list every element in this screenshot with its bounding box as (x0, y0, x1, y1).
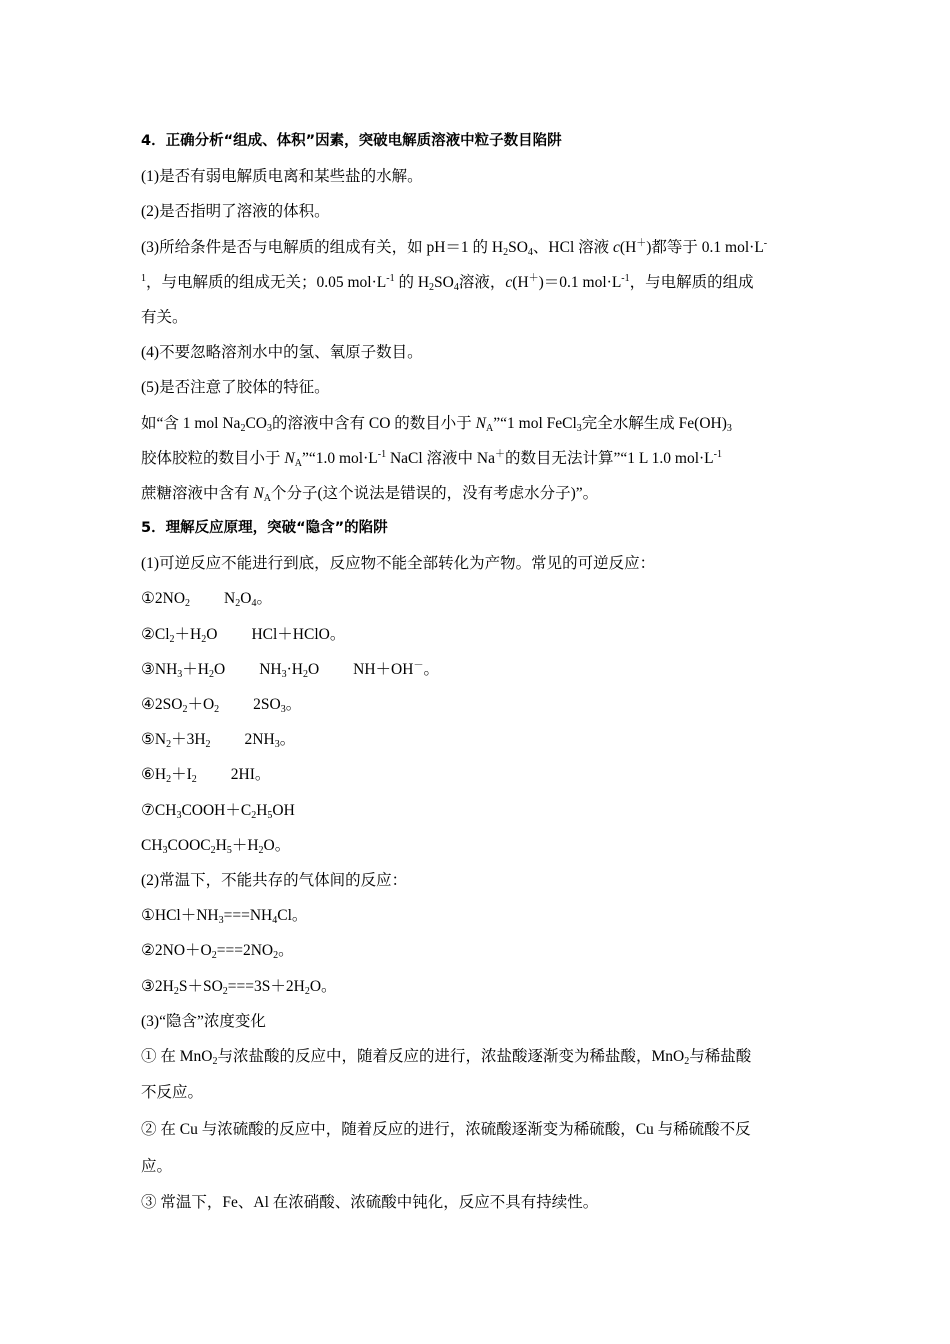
section5-point2: (2)常温下，不能共存的气体间的反应： (141, 871, 408, 889)
concentration-change-2-line2: 应。 (141, 1157, 173, 1175)
section4-point2: (2)是否指明了溶液的体积。 (141, 203, 330, 221)
concentration-change-1-line1: ① 在 MnO$_2$与浓盐酸的反应中，随着反应的进行，浓盐酸逐渐变为稀盐酸，MnO$_2$与稀盐酸 (141, 1047, 752, 1067)
reversible-reaction-1: $①2NO_2$ $N_2O_4$。 (141, 590, 272, 610)
reversible-reaction-4: $④2SO_2+O_2$ $2SO_3$。 (141, 696, 302, 715)
section4-heading: 4．正确分析“组成、体积”因素，突破电解质溶液中粒子数目陷阱 (141, 133, 562, 149)
section4-point3-line3: 有关。 (141, 308, 188, 326)
reversible-reaction-5: $⑤N_2+3H_2$ $2NH_3$。 (141, 731, 296, 751)
section5-point3: (3)“隐含”浓度变化 (141, 1012, 266, 1030)
section4-example-line1: 如“含 1 mol $Na_2CO_3$的溶液中含有 CO 的数目小于 $N_A”“1$ mol FeCl$_3$完全水解生成 $Fe(OH)_3$ (141, 414, 732, 434)
section5-point1: (1)可逆反应不能进行到底，反应物不能全部转化为产物。常见的可逆反应： (141, 555, 656, 573)
concentration-change-3: ③ 常温下，Fe、Al 在浓硝酸、浓硫酸中钝化，反应不具有持续性。 (141, 1194, 599, 1212)
section4-point4: (4)不要忽略溶剂水中的氢、氧原子数目。 (141, 344, 423, 362)
concentration-change-2-line1: ② 在 Cu 与浓硫酸的反应中，随着反应的进行，浓硫酸逐渐变为稀硫酸，Cu 与稀硫酸不反 (141, 1121, 751, 1139)
concentration-change-1-line2: 不反应。 (141, 1084, 204, 1102)
reversible-reaction-2: $②Cl_2+H_2O$ HCl＋HClO。 (141, 625, 346, 645)
section4-example-line3: 蔗糖溶液中含有 $N_A$个分子(这个说法是错误的，没有考虑水分子)”。 (141, 484, 599, 504)
reversible-reaction-3: $③NH_3+H_2O$ $NH_3\cdot H_2O$ NH＋OH－。 (141, 659, 439, 680)
gas-reaction-2: $②2NO+O_2===2NO_2$。 (141, 942, 294, 962)
section4-point5: (5)是否注意了胶体的特征。 (141, 379, 330, 397)
gas-reaction-1: $①HCl+NH_3===NH_4Cl$。 (141, 907, 308, 927)
section4-example-line2: 胶体胶粒的数目小于 $N_A”“1.0$ $mol\cdot L^{-1}$ NaCl 溶液中 Na＋的数目无法计算”“1 L 1.0 $mol\cdot L^{-1}$ (141, 448, 722, 469)
gas-reaction-3: $③2H_2S+SO_2===3S+2H_2O$。 (141, 977, 337, 997)
reversible-reaction-6: $⑥H_2+I_2$ 2HI。 (141, 766, 271, 786)
reversible-reaction-7-reactants: $⑦CH_3COOH+C_2H_5OH$ (141, 801, 295, 821)
section4-point3-line1: (3)所给条件是否与电解质的组成有关，如 pH＝1 的 $H_2SO_4$、HCl 溶液 c(H＋)都等于 0.1 mol·L- (141, 237, 768, 258)
section4-point3-line2: $^1$，与电解质的组成无关；0.05 $mol\cdot L^{-1}$ 的 $H_2SO_4$溶液，c(H＋)＝0.1 $mol\cdot L^{-1}$，与电解质的组成 (141, 272, 754, 293)
section4-point1: (1)是否有弱电解质电离和某些盐的水解。 (141, 168, 423, 186)
document-page (141, 124, 813, 1222)
section5-heading: 5．理解反应原理，突破“隐含”的陷阱 (141, 520, 388, 537)
reversible-reaction-7-products: $CH_3COOC_2H_5+H_2O$。 (141, 836, 291, 856)
